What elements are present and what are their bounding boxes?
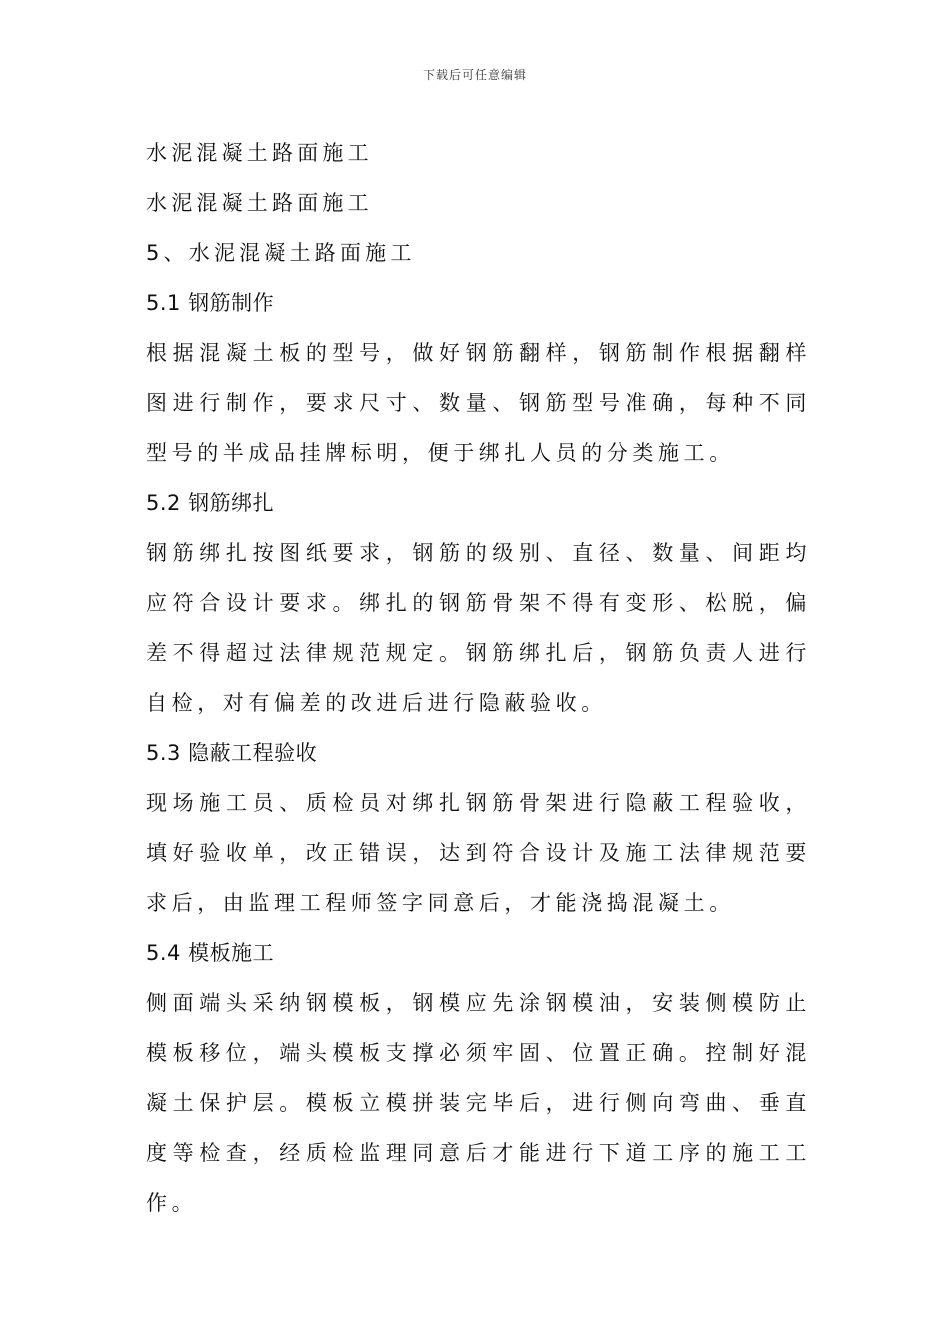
section-heading-5-3: 5.3 隐蔽工程验收 <box>146 741 318 765</box>
section-body-5-3: 现场施工员、质检员对绑扎钢筋骨架进行隐蔽工程验收，填好验收单，改正错误，达到符合设计及施工法律规范要求后，由监理工程师签字同意后，才能浇捣混凝土。 <box>146 791 811 915</box>
section-heading-5-1: 5.1 钢筋制作 <box>146 291 275 315</box>
section-heading-5-4: 5.4 模板施工 <box>146 941 275 965</box>
section-body-5-1: 根据混凝土板的型号，做好钢筋翻样，钢筋制作根据翻样图进行制作，要求尺寸、数量、钢筋型号准确，每种不同型号的半成品挂牌标明，便于绑扎人员的分类施工。 <box>146 341 811 465</box>
document-body <box>146 128 811 1228</box>
section-heading-5-2: 5.2 钢筋绑扎 <box>146 491 275 515</box>
page-header-note: 下载后可任意编辑 <box>422 68 527 82</box>
section-body-5-2: 钢筋绑扎按图纸要求，钢筋的级别、直径、数量、间距均应符合设计要求。绑扎的钢筋骨架不得有变形、松脱，偏差不得超过法律规范规定。钢筋绑扎后，钢筋负责人进行自检，对有偏差的改进后进行隐蔽验收。 <box>146 541 811 715</box>
section-heading-5: 5、水泥混凝土路面施工 <box>146 241 416 265</box>
document-subtitle: 水泥混凝土路面施工 <box>146 191 373 215</box>
document-title: 水泥混凝土路面施工 <box>146 141 373 165</box>
section-body-5-4: 侧面端头采纳钢模板，钢模应先涂钢模油，安装侧模防止模板移位，端头模板支撑必须牢固、位置正确。控制好混凝土保护层。模板立模拼装完毕后，进行侧向弯曲、垂直度等检查，经质检监理同意后才能进行下道工序的施工工作。 <box>146 991 811 1215</box>
